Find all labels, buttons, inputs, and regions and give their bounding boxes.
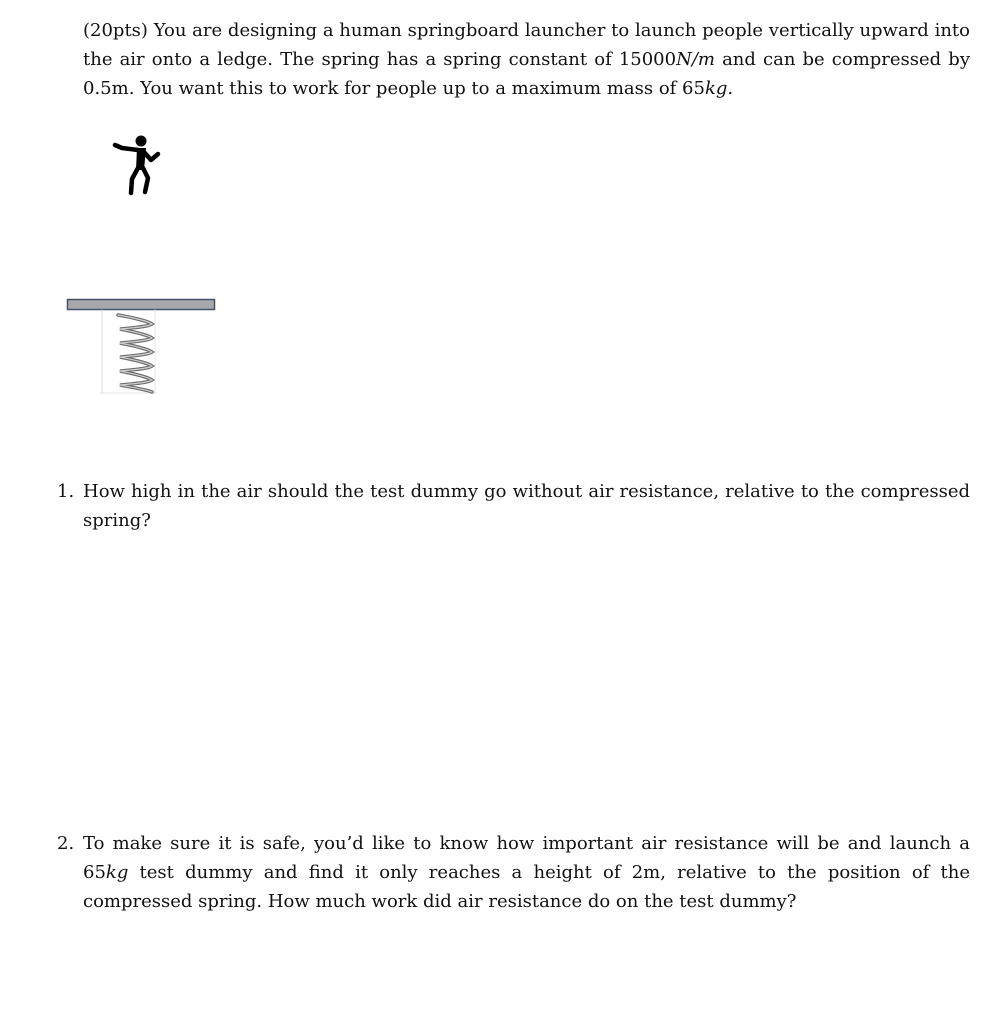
intro-text-3: . — [727, 78, 734, 99]
question-1 — [57, 477, 970, 535]
question-text-part-2: test dummy and find it only reaches a height of 2m, relative to the position of the compressed spring. How much work did air resistance do on the test dummy? — [83, 862, 970, 912]
question-number: 1. — [57, 481, 75, 502]
springboard-diagram — [60, 128, 230, 403]
unit-kilograms: kg — [704, 78, 728, 99]
question-number: 2. — [57, 833, 75, 854]
springboard-platform — [68, 300, 215, 310]
problem-intro — [83, 16, 970, 103]
spring-coil — [100, 310, 156, 393]
question-2 — [57, 829, 970, 916]
intro-text-1: (20pts) You are designing a human springboard launcher to launch people vertically upward into the air onto a ledge. The spring has a spring constant of 15000 — [83, 20, 970, 70]
question-text — [83, 829, 970, 916]
springboard-figure — [60, 128, 230, 403]
intro-text-2: and can be compressed by 0.5m. You want this to work for people up to a maximum mass of 65 — [83, 49, 970, 99]
person-jumping-icon — [115, 136, 158, 194]
unit-kilograms: kg — [105, 862, 129, 883]
question-text: How high in the air should the test dummy go without air resistance, relative to the compressed spring? — [83, 481, 970, 531]
unit-newtons-per-meter: N/m — [676, 49, 715, 70]
question-text-part-1: To make sure it is safe, you’d like to know how important air resistance will be and launch a 65 — [83, 833, 970, 883]
